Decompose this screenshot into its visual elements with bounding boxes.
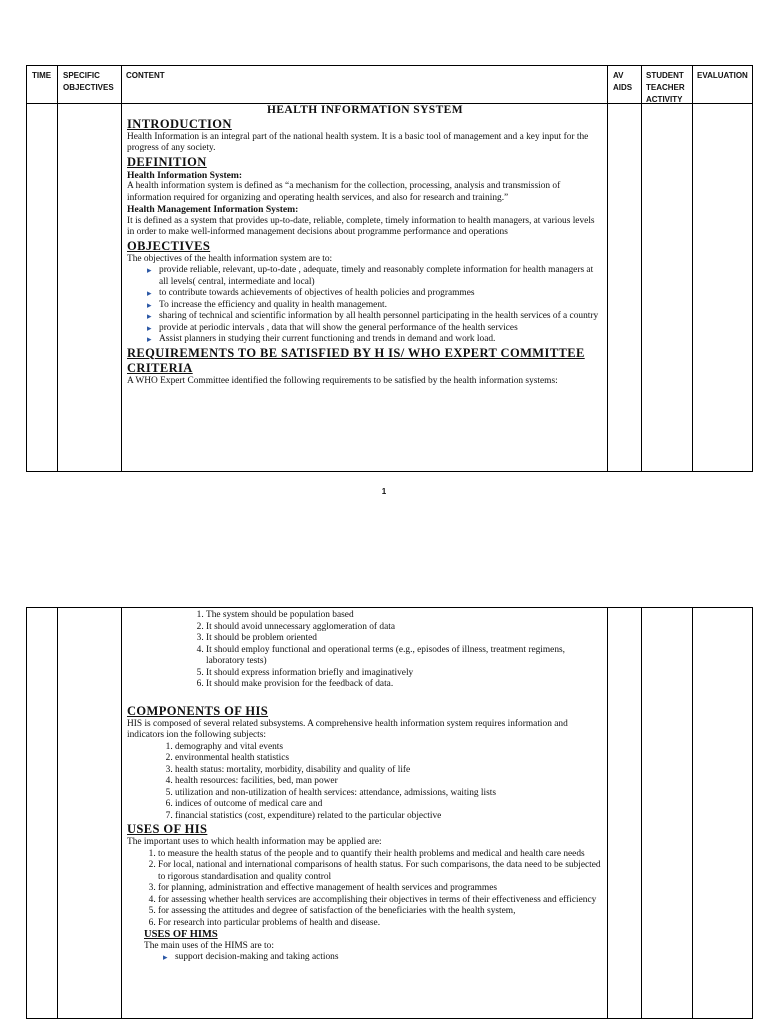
- header-evaluation: EVALUATION: [697, 71, 748, 80]
- objectives-intro: The objectives of the health information system are to:: [127, 253, 333, 264]
- list-item: ▸ to contribute towards achievements of objectives of health policies and programmes: [147, 288, 603, 300]
- col-divider: [121, 608, 122, 1018]
- list-item: 1. to measure the health status of the people and to quantify their health problems and medical and health care needs: [158, 849, 603, 861]
- list-item: 5. for assessing the attitudes and degree of satisfaction of the beneficiaries with the health system,: [158, 906, 603, 918]
- introduction-heading: INTRODUCTION: [127, 116, 232, 131]
- list-item: 3. It should be problem oriented: [206, 633, 603, 645]
- page2-table: [26, 607, 753, 1019]
- requirements-intro: A WHO Expert Committee identified the following requirements to be satisfied by the health information systems:: [127, 375, 558, 386]
- col-divider: [641, 608, 642, 1018]
- list-item: 7. financial statistics (cost, expenditure) related to the particular objective: [175, 811, 603, 823]
- hims-uses-intro: The main uses of the HIMS are to:: [144, 940, 274, 951]
- list-item: 5. utilization and non-utilization of health services: attendance, admissions, waiting lists: [175, 788, 603, 800]
- definition-heading: DEFINITION: [127, 154, 207, 169]
- his-subheading: Health Information System:: [127, 169, 243, 181]
- list-item: 4. health resources: facilities, bed, man power: [175, 776, 603, 788]
- list-item: 6. For research into particular problems of health and disease.: [158, 918, 603, 930]
- header-time: TIME: [32, 71, 52, 80]
- introduction-text: Health Information is an integral part of the national health system. It is a basic tool of management and a key input for the progress of any society.: [127, 131, 589, 153]
- header-av-aids: AV AIDS: [613, 71, 633, 92]
- list-item: 2. For local, national and international comparisons of health status. For such comparisons, the data need to be subjected to rigorous standardisation and quality control: [158, 860, 603, 883]
- header-content: CONTENT: [126, 71, 165, 80]
- document-title: HEALTH INFORMATION SYSTEM: [267, 105, 463, 116]
- list-item: ▸ support decision-making and taking actions: [163, 952, 603, 964]
- list-item: 6. indices of outcome of medical care and: [175, 799, 603, 811]
- col-divider: [57, 66, 58, 471]
- list-item: ▸ sharing of technical and scientific information by all health personnel participating in the health services of a country: [147, 311, 603, 323]
- his-definition-text: A health information system is defined as “a mechanism for the collection, processing, analysis and transmission of information required for organizing and operating health services, and also for research and training.”: [127, 181, 561, 203]
- list-item: 2. It should avoid unnecessary agglomeration of data: [206, 622, 603, 634]
- components-intro: HIS is composed of several related subsystems. A comprehensive health information system requires information and indicators ion the following subjects:: [127, 718, 568, 740]
- list-item: 1. The system should be population based: [206, 610, 603, 622]
- page-number: 1: [381, 487, 387, 496]
- hims-uses-heading: USES OF HIMS: [144, 929, 218, 940]
- hmis-definition-text: It is defined as a system that provides up-to-date, reliable, complete, timely information to health managers, at various levels in order to make well-informed management decisions about programme performance and operations: [127, 215, 595, 237]
- page1-table: [26, 65, 753, 472]
- col-divider: [641, 66, 642, 471]
- col-divider: [692, 66, 693, 471]
- requirements-heading: REQUIREMENTS TO BE SATISFIED BY H IS/ WHO EXPERT COMMITTEE CRITERIA: [127, 345, 585, 375]
- list-item: 4. for assessing whether health services are accomplishing their objectives in terms of their effectiveness and efficiency: [158, 895, 603, 907]
- header-student-teacher-activity: STUDENT TEACHER ACTIVITY: [646, 71, 685, 104]
- list-item: ▸ provide at periodic intervals , data that will show the general performance of the health services: [147, 323, 603, 335]
- col-divider: [692, 608, 693, 1018]
- list-item: ▸ Assist planners in studying their current functioning and trends in demand and work load.: [147, 334, 603, 346]
- list-item: 5. It should express information briefly and imaginatively: [206, 668, 603, 680]
- hmis-subheading: Health Management Information System:: [127, 204, 299, 215]
- uses-list: [127, 849, 603, 930]
- list-item: 4. It should employ functional and operational terms (e.g., episodes of illness, treatment regimens, laboratory tests): [206, 645, 603, 668]
- col-divider: [57, 608, 58, 1018]
- list-item: 2. environmental health statistics: [175, 753, 603, 765]
- list-item: 3. health status: mortality, morbidity, disability and quality of life: [175, 765, 603, 777]
- list-item: ▸ provide reliable, relevant, up-to-date , adequate, timely and reasonably complete information for health managers at all levels( central, intermediate and local): [147, 265, 603, 288]
- list-item: ▸ To increase the efficiency and quality in health management.: [147, 300, 603, 312]
- components-list: [127, 742, 603, 823]
- header-divider: [27, 103, 752, 104]
- requirements-list: [127, 610, 603, 691]
- list-item: 1. demography and vital events: [175, 742, 603, 754]
- page2-content: [127, 610, 603, 1018]
- col-divider: [607, 66, 608, 471]
- list-item: 6. It should make provision for the feedback of data.: [206, 679, 603, 691]
- header-specific-objectives: SPECIFIC OBJECTIVES: [63, 71, 114, 92]
- components-heading: COMPONENTS OF HIS: [127, 703, 269, 718]
- col-divider: [121, 66, 122, 471]
- objectives-heading: OBJECTIVES: [127, 238, 211, 253]
- list-item: 3. for planning, administration and effective management of health services and programmes: [158, 883, 603, 895]
- objectives-list: [127, 265, 603, 346]
- page1-content: [127, 105, 603, 471]
- uses-intro: The important uses to which health information may be applied are:: [127, 837, 382, 847]
- col-divider: [607, 608, 608, 1018]
- uses-heading: USES OF HIS: [127, 822, 208, 836]
- hims-uses-list: [127, 952, 603, 964]
